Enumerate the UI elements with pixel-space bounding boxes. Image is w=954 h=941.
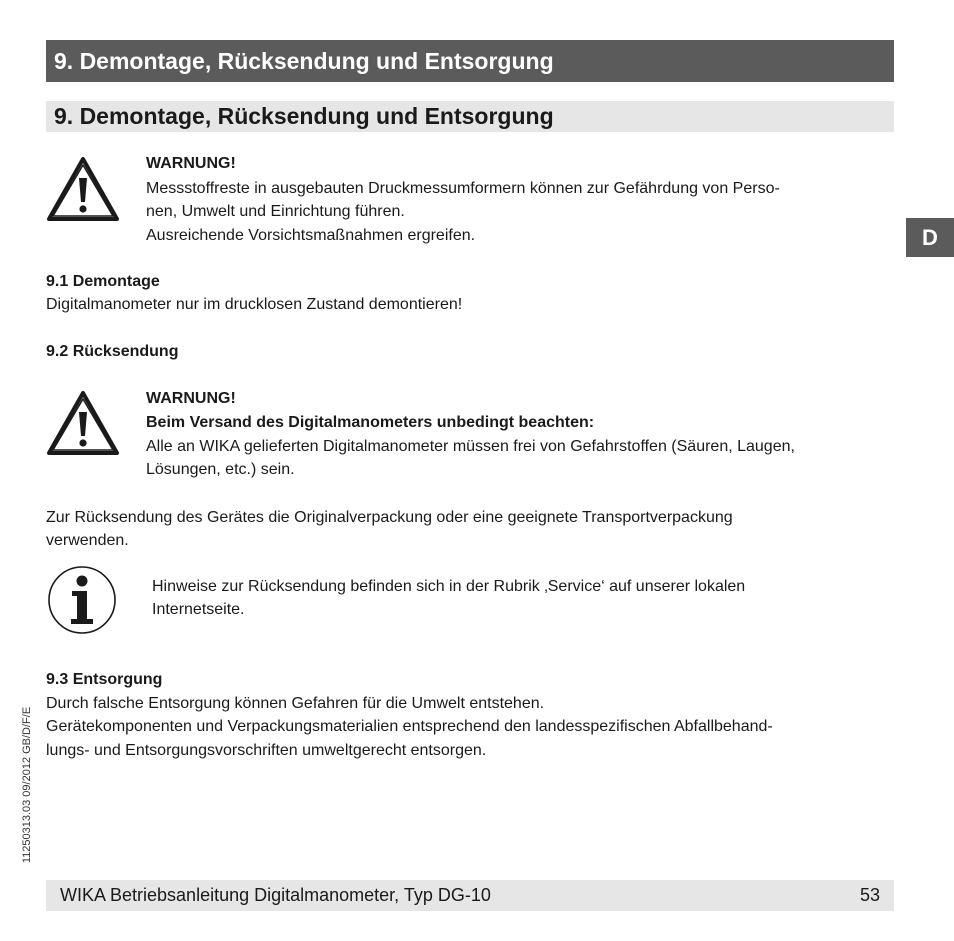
document-code-text: 11250313.03 09/2012 GB/D/F/E bbox=[21, 706, 33, 864]
language-tab: D bbox=[906, 218, 954, 257]
warning2-bold-line: Beim Versand des Digitalmanometers unbedingt beachten: bbox=[146, 414, 595, 431]
section-9-3-line1: Durch falsche Entsorgung können Gefahren für die Umwelt entstehen. bbox=[46, 695, 545, 712]
section-9-3-heading: 9.3 Entsorgung bbox=[46, 671, 163, 688]
warning-triangle-icon bbox=[46, 390, 120, 456]
warning1-label: WARNUNG! bbox=[146, 155, 236, 172]
section-9-1-text: Digitalmanometer nur im drucklosen Zustand demontieren! bbox=[46, 296, 463, 313]
page-number: 53 bbox=[859, 885, 880, 905]
footer-title: WIKA Betriebsanleitung Digitalmanometer, Typ DG-10 bbox=[60, 885, 491, 905]
warning-triangle-icon bbox=[46, 156, 120, 222]
document-code bbox=[16, 680, 38, 890]
section-9-3-line3: lungs- und Entsorgungsvorschriften umweltgerecht entsorgen. bbox=[46, 742, 487, 759]
info-line2: Internetseite. bbox=[152, 601, 245, 618]
warning2-line1: Alle an WIKA gelieferten Digitalmanometer müssen frei von Gefahrstoffen (Säuren, Laugen, bbox=[146, 438, 795, 455]
section-9-1-heading: 9.1 Demontage bbox=[46, 273, 160, 290]
top-title-bar: 9. Demontage, Rücksendung und Entsorgung bbox=[46, 40, 894, 82]
section-9-2-heading: 9.2 Rücksendung bbox=[46, 343, 179, 360]
info-line1: Hinweise zur Rücksendung befinden sich in der Rubrik ‚Service‘ auf unserer lokalen bbox=[152, 578, 746, 595]
info-icon bbox=[46, 564, 118, 636]
section-title: 9. Demontage, Rücksendung und Entsorgung bbox=[46, 101, 894, 132]
warning1-line2: nen, Umwelt und Einrichtung führen. bbox=[146, 203, 405, 220]
section-9-3-line2: Gerätekomponenten und Verpackungsmaterialien entsprechend den landesspezifischen Abfallbehand- bbox=[46, 718, 773, 735]
warning2-line2: Lösungen, etc.) sein. bbox=[146, 461, 295, 478]
return-para-line2: verwenden. bbox=[46, 532, 129, 549]
warning2-label: WARNUNG! bbox=[146, 390, 236, 407]
footer-bar bbox=[46, 880, 894, 911]
return-para-line1: Zur Rücksendung des Gerätes die Originalverpackung oder eine geeignete Transportverpackung bbox=[46, 509, 733, 526]
warning1-line1: Messstoffreste in ausgebauten Druckmessumformern können zur Gefährdung von Perso- bbox=[146, 180, 780, 197]
warning1-line3: Ausreichende Vorsichtsmaßnahmen ergreifen. bbox=[146, 227, 476, 244]
